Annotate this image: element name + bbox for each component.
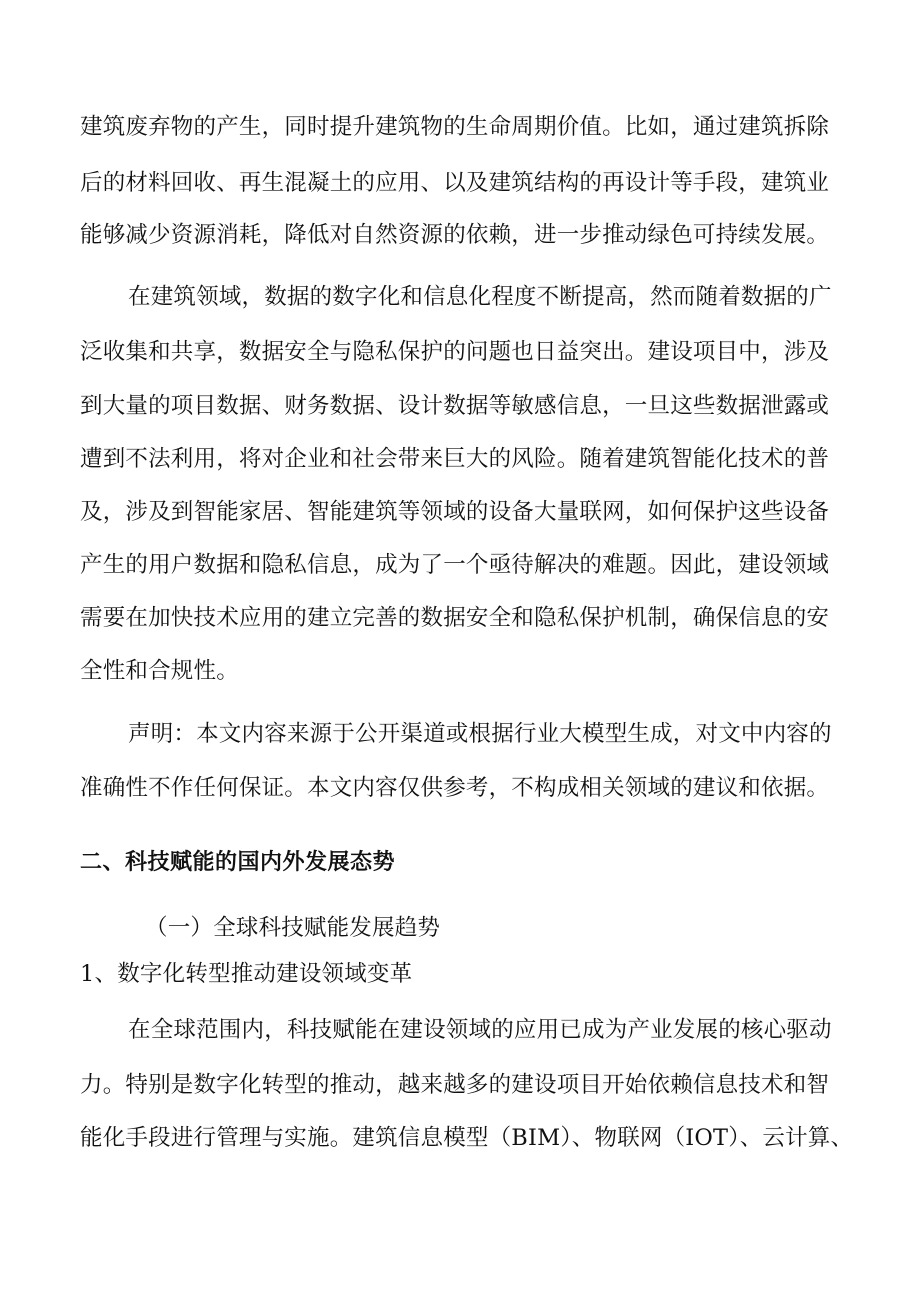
paragraph-3-line-3: 能化手段进行管理与实施。建筑信息模型（BIM）、物联网（IOT）、云计算、 — [80, 1125, 854, 1151]
subsection-heading: （一）全球科技赋能发展趋势 — [145, 915, 441, 941]
paragraph-2-line-3: 到大量的项目数据、财务数据、设计数据等敏感信息，一旦这些数据泄露或 — [80, 393, 830, 419]
paragraph-2-line-8: 全性和合规性。 — [80, 658, 239, 684]
paragraph-2-line-5: 及，涉及到智能家居、智能建筑等领域的设备大量联网，如何保护这些设备 — [80, 499, 830, 525]
paragraph-3-line-1: 在全球范围内，科技赋能在建设领域的应用已成为产业发展的核心驱动 — [128, 1017, 832, 1043]
paragraph-1-line-1: 建筑废弃物的产生，同时提升建筑物的生命周期价值。比如，通过建筑拆除 — [80, 114, 830, 140]
paragraph-2-line-4: 遭到不法利用，将对企业和社会带来巨大的风险。随着建筑智能化技术的普 — [80, 446, 830, 472]
paragraph-3-line-2: 力。特别是数字化转型的推动，越来越多的建设项目开始依赖信息技术和智 — [80, 1072, 830, 1098]
paragraph-1-line-2: 后的材料回收、再生混凝土的应用、以及建筑结构的再设计等手段，建筑业 — [80, 170, 830, 196]
item-heading: 1、数字化转型推动建设领域变革 — [80, 961, 413, 987]
paragraph-2-line-6: 产生的用户数据和隐私信息，成为了一个亟待解决的难题。因此，建设领域 — [80, 552, 830, 578]
disclaimer-line-2: 准确性不作任何保证。本文内容仅供参考，不构成相关领域的建议和依据。 — [80, 775, 830, 801]
paragraph-2-line-2: 泛收集和共享，数据安全与隐私保护的问题也日益突出。建设项目中，涉及 — [80, 339, 830, 365]
paragraph-2-line-7: 需要在加快技术应用的建立完善的数据安全和隐私保护机制，确保信息的安 — [80, 605, 830, 631]
section-heading: 二、科技赋能的国内外发展态势 — [80, 850, 396, 875]
paragraph-1-line-3: 能够减少资源消耗，降低对自然资源的依赖，进一步推动绿色可持续发展。 — [80, 222, 830, 248]
paragraph-2-line-1: 在建筑领域，数据的数字化和信息化程度不断提高，然而随着数据的广 — [128, 284, 832, 310]
disclaimer-line-1: 声明：本文内容来源于公开渠道或根据行业大模型生成，对文中内容的 — [128, 721, 832, 747]
